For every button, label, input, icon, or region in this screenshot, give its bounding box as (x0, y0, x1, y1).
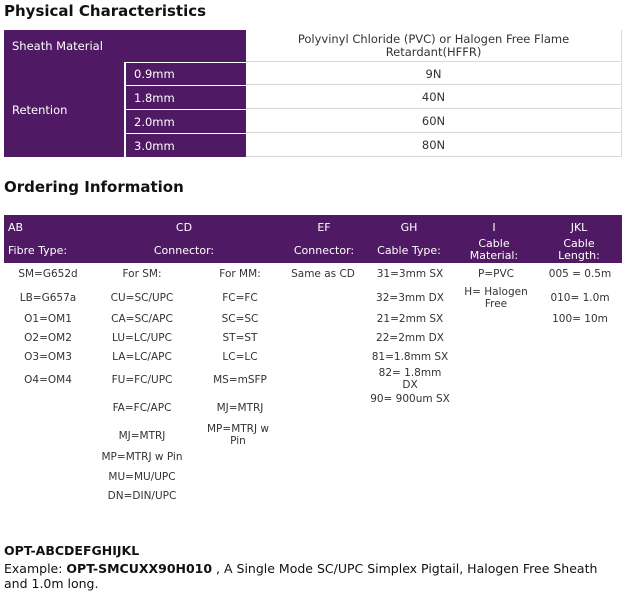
cable-type-item: 31=3mm SX (376, 268, 444, 280)
ordering-header (4, 215, 622, 263)
header-ab-name: Fibre Type: (8, 244, 68, 257)
connector-mm-item: ST=ST (222, 332, 258, 344)
fibre-item: SM=G652d (18, 268, 78, 280)
connector-sm-item: FA=FC/APC (112, 402, 172, 414)
connector-sm-item: CA=SC/APC (111, 313, 173, 325)
connector-mm-item: LC=LC (222, 351, 258, 363)
header-ef-name: Connector: (293, 244, 355, 257)
connector-sm-item: MJ=MTRJ (118, 430, 166, 442)
example-text (4, 561, 614, 591)
connector-mm-label: For MM: (219, 268, 261, 280)
retention-size-1: 1.8mm (124, 86, 246, 109)
cable-type-item: 32=3mm DX (376, 292, 444, 304)
cable-type-item: 81=1.8mm SX (371, 351, 449, 363)
fibre-item: O1=OM1 (24, 313, 72, 325)
header-ef-code: EF (317, 221, 331, 234)
cable-type-item: 22=2mm DX (376, 332, 444, 344)
connector-sm-item: CU=SC/UPC (110, 292, 174, 304)
header-gh-code: GH (400, 221, 418, 234)
connector-sm-item: MP=MTRJ w Pin (101, 451, 183, 463)
connector-sm-item: DN=DIN/UPC (107, 490, 177, 502)
connector-sm-item: LU=LC/UPC (112, 332, 172, 344)
fibre-item: O3=OM3 (24, 351, 72, 363)
header-cd-code: CD (175, 221, 193, 234)
connector-sm-item: MU=MU/UPC (108, 471, 176, 483)
retention-size-2: 2.0mm (124, 110, 246, 133)
fibre-item: O2=OM2 (24, 332, 72, 344)
cable-length-item: 005 = 0.5m (548, 268, 612, 280)
ordering-information-title: Ordering Information (4, 178, 184, 196)
cable-type-item: 21=2mm SX (376, 313, 444, 325)
physical-characteristics-title: Physical Characteristics (4, 2, 207, 20)
example-prefix: Example: (4, 561, 67, 576)
connector-mm-item: MS=mSFP (213, 374, 267, 386)
connector-mm-item: FC=FC (222, 292, 258, 304)
connector-mm-item: SC=SC (221, 313, 259, 325)
example-description: , A Single Mode SC/UPC Simplex Pigtail, Halogen Free Sheath and 1.0m long. (4, 561, 598, 591)
header-ab-code: AB (8, 221, 24, 234)
retention-value-2: 60N (246, 110, 622, 133)
part-code-template: OPT-ABCDEFGHIJKL (4, 543, 140, 558)
header-jkl-name: Cable Length: (558, 237, 600, 262)
connector-mm-item: MP=MTRJ w Pin (207, 423, 269, 447)
header-i-name: Cable Material: (469, 237, 519, 262)
sheath-material-value: Polyvinyl Chloride (PVC) or Halogen Free Flame Retardant(HFFR) (246, 30, 622, 62)
header-cd-name: Connector: (153, 244, 215, 257)
retention-value-1: 40N (246, 86, 622, 109)
retention-size-3: 3.0mm (124, 134, 246, 157)
retention-label: Retention (4, 62, 124, 157)
cable-material-item: H= Halogen Free (464, 286, 528, 310)
cable-material-item: P=PVC (478, 268, 514, 280)
retention-size-0: 0.9mm (124, 63, 246, 85)
connector-sm-item: LA=LC/APC (112, 351, 172, 363)
physical-characteristics-table (4, 30, 622, 157)
header-i-code: I (492, 221, 496, 234)
fibre-item: O4=OM4 (24, 374, 72, 386)
cable-type-item: 90= 900um SX (370, 393, 450, 405)
header-jkl-code: JKL (570, 221, 588, 234)
connector-mm-item: MJ=MTRJ (216, 402, 264, 414)
retention-value-3: 80N (246, 134, 622, 157)
connector-sm-item: FU=FC/UPC (111, 374, 173, 386)
cable-type-item: 82= 1.8mm DX (378, 367, 442, 391)
connector2-item: Same as CD (291, 268, 355, 280)
connector-sm-label: For SM: (122, 268, 162, 280)
example-code: OPT-SMCUXX90H010 (66, 561, 213, 576)
retention-value-0: 9N (246, 63, 622, 85)
fibre-item: LB=G657a (19, 292, 77, 304)
sheath-material-label: Sheath Material (4, 30, 246, 62)
cable-length-item: 100= 10m (552, 313, 608, 325)
header-gh-name: Cable Type: (377, 244, 441, 257)
cable-length-item: 010= 1.0m (550, 292, 610, 304)
